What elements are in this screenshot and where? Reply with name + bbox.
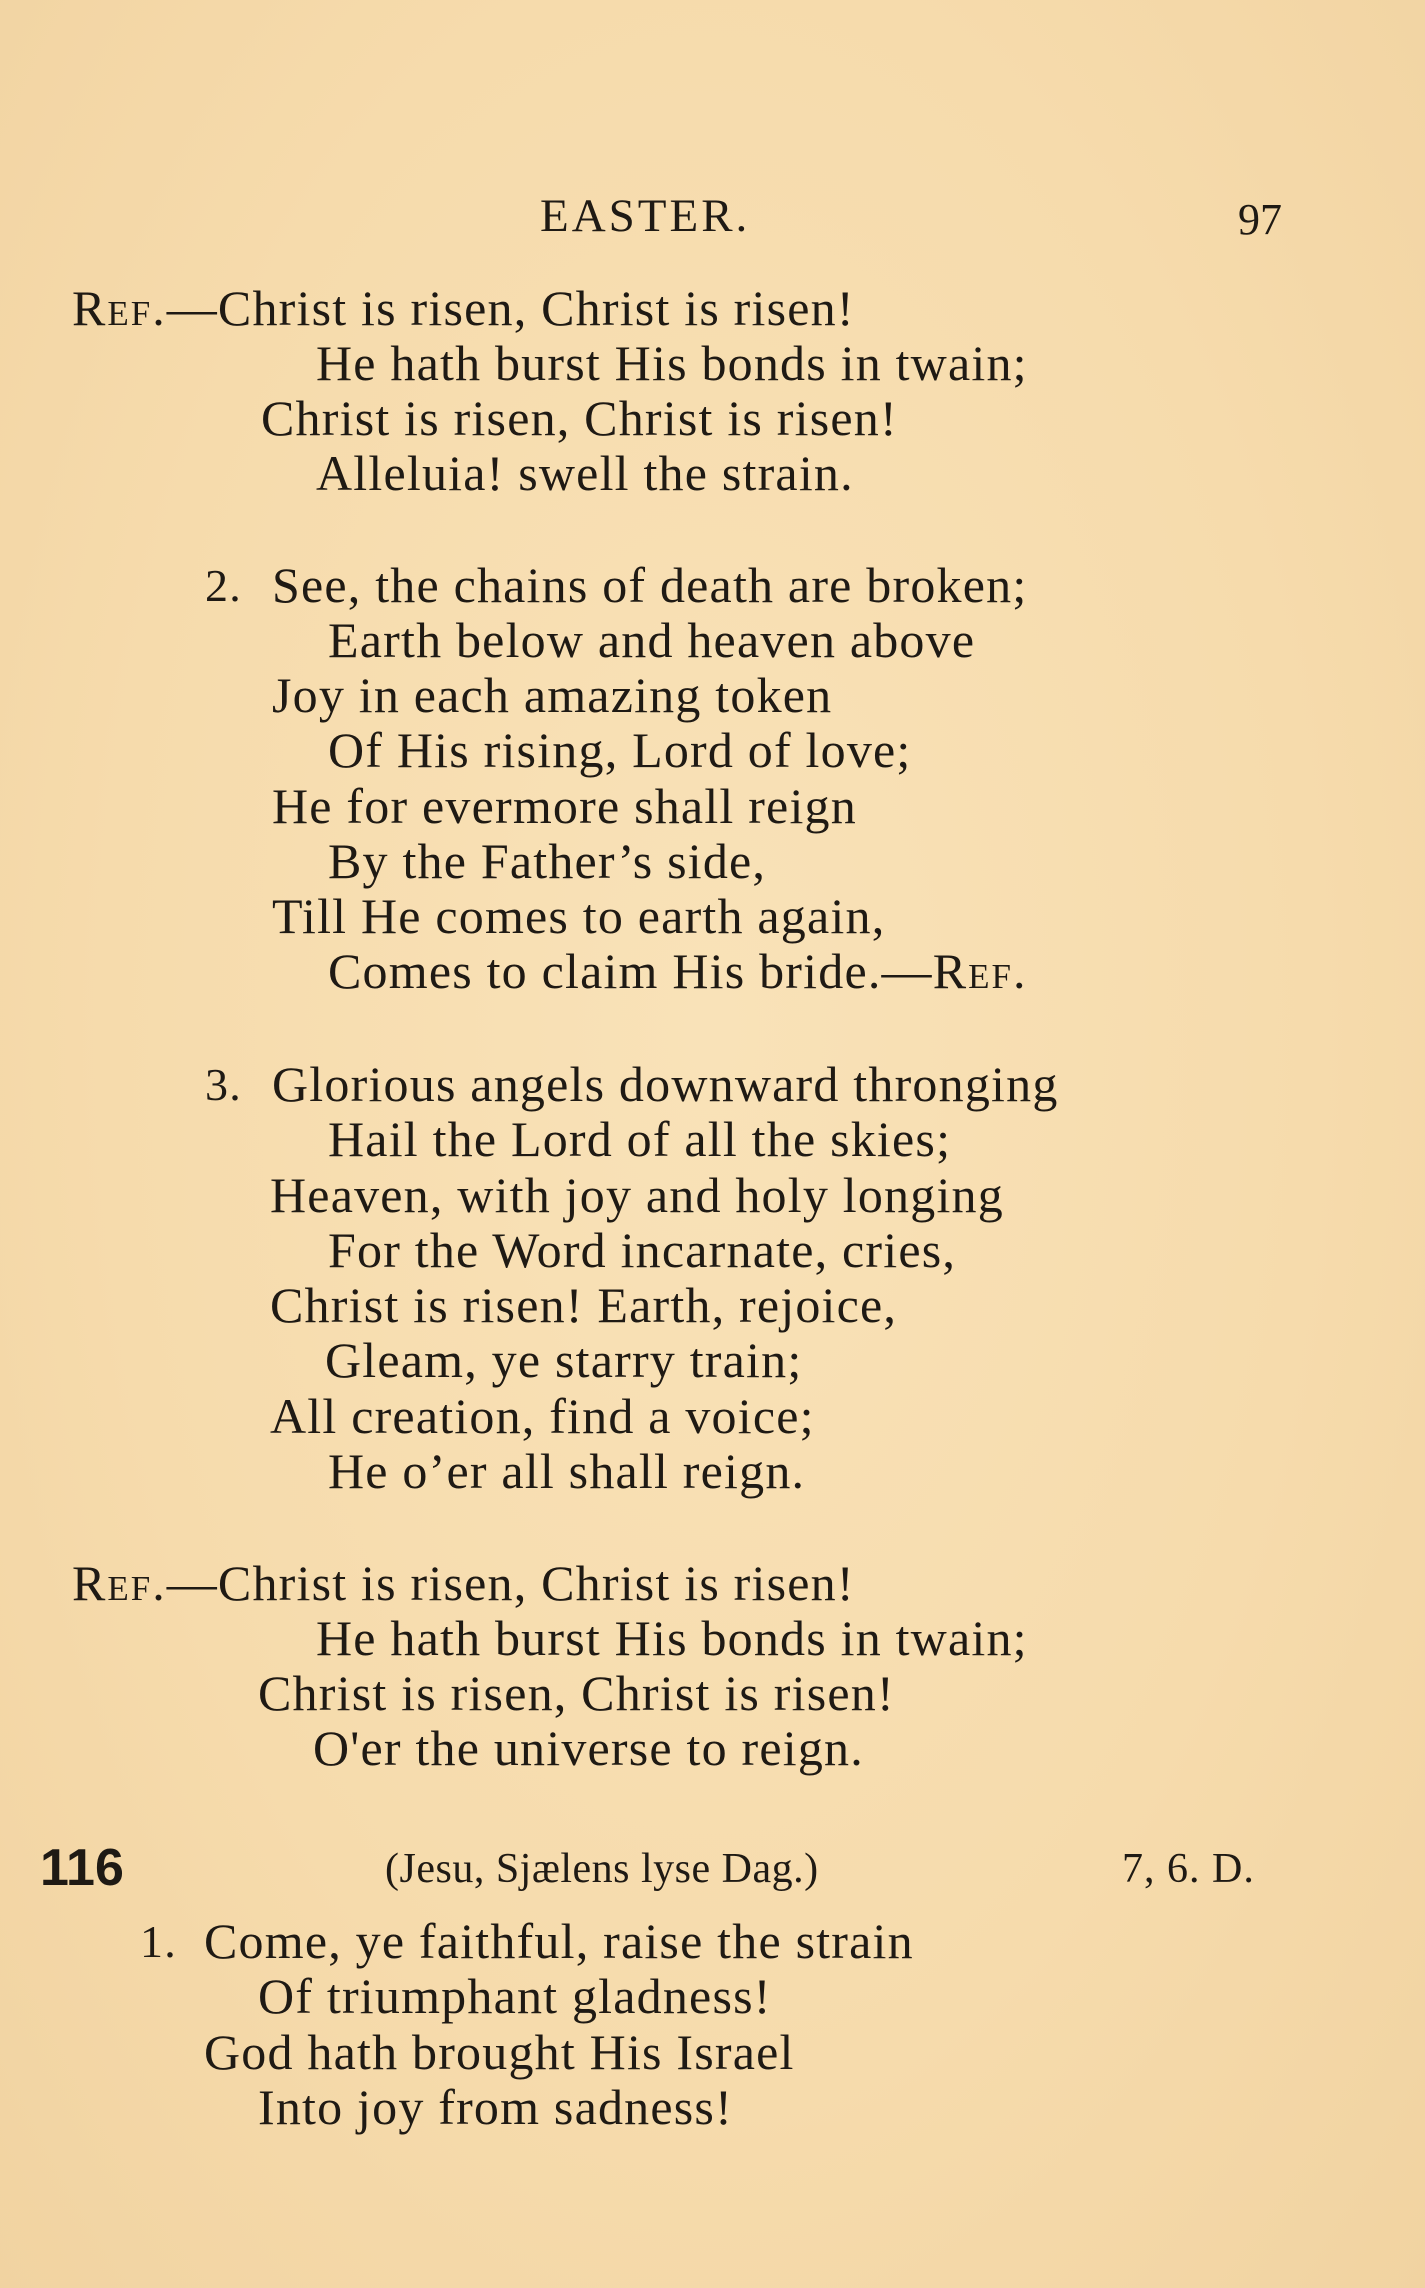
refrain-2-line-2: He hath burst His bonds in twain; <box>316 1610 1028 1666</box>
verse-3-line-8: He o’er all shall reign. <box>328 1443 806 1499</box>
refrain-2-line-1 <box>72 1555 855 1611</box>
hymn-meter: 7, 6. D. <box>1122 1846 1255 1892</box>
verse-3-line-1: Glorious angels downward thronging <box>272 1056 1059 1112</box>
hymn-116-verse-1-line-3: God hath brought His Israel <box>204 2024 795 2080</box>
refrain-1-line-3: Christ is risen, Christ is risen! <box>261 390 898 446</box>
hymn-number: 116 <box>40 1839 124 1897</box>
running-header-title: EASTER. <box>540 190 751 242</box>
verse-2-number: 2. <box>205 560 242 611</box>
hymn-116-verse-1-line-1: Come, ye faithful, raise the strain <box>204 1913 914 1969</box>
refrain-1-line-2: He hath burst His bonds in twain; <box>316 335 1028 391</box>
verse-2-line-1: See, the chains of death are broken; <box>272 557 1028 613</box>
hymn-tune-name: (Jesu, Sjælens lyse Dag.) <box>385 1846 819 1892</box>
refrain-2-line-4: O'er the universe to reign. <box>313 1720 864 1776</box>
verse-2-line-3: Joy in each amazing token <box>272 667 833 723</box>
verse-2-line-6: By the Father’s side, <box>328 833 767 889</box>
verse-3-number: 3. <box>205 1059 242 1110</box>
verse-3-line-6: Gleam, ye starry train; <box>325 1332 803 1388</box>
refrain-dash: — <box>166 280 218 336</box>
hymn-116-verse-1-line-4: Into joy from sadness! <box>258 2079 733 2135</box>
refrain-2-text-1: Christ is risen, Christ is risen! <box>217 1555 855 1611</box>
hymn-116-verse-1-number: 1. <box>140 1916 177 1967</box>
page-number: 97 <box>1238 195 1282 244</box>
verse-2-line-4: Of His rising, Lord of love; <box>328 722 912 778</box>
refrain-reference: Ref. <box>932 943 1028 999</box>
verse-3-line-5: Christ is risen! Earth, rejoice, <box>270 1277 898 1333</box>
refrain-1-line-4: Alleluia! swell the strain. <box>316 445 854 501</box>
verse-2-line-2: Earth below and heaven above <box>328 612 976 668</box>
refrain-1-text-1: Christ is risen, Christ is risen! <box>217 280 855 336</box>
refrain-2-line-3: Christ is risen, Christ is risen! <box>258 1665 895 1721</box>
refrain-label: Ref. <box>72 1555 167 1611</box>
verse-2-line-8 <box>328 943 1028 999</box>
verse-3-line-3: Heaven, with joy and holy longing <box>270 1167 1004 1223</box>
verse-3-line-4: For the Word incarnate, cries, <box>328 1222 957 1278</box>
refrain-1-line-1 <box>72 280 855 336</box>
refrain-label: Ref. <box>72 280 167 336</box>
verse-3-line-7: All creation, find a voice; <box>270 1388 815 1444</box>
hymn-116-verse-1-line-2: Of triumphant gladness! <box>258 1968 772 2024</box>
refrain-dash: — <box>166 1555 218 1611</box>
verse-2-line-7: Till He comes to earth again, <box>272 888 886 944</box>
verse-2-line-5: He for evermore shall reign <box>272 778 857 834</box>
verse-3-line-2: Hail the Lord of all the skies; <box>328 1111 952 1167</box>
verse-2-text-8: Comes to claim His bride.— <box>328 943 933 999</box>
